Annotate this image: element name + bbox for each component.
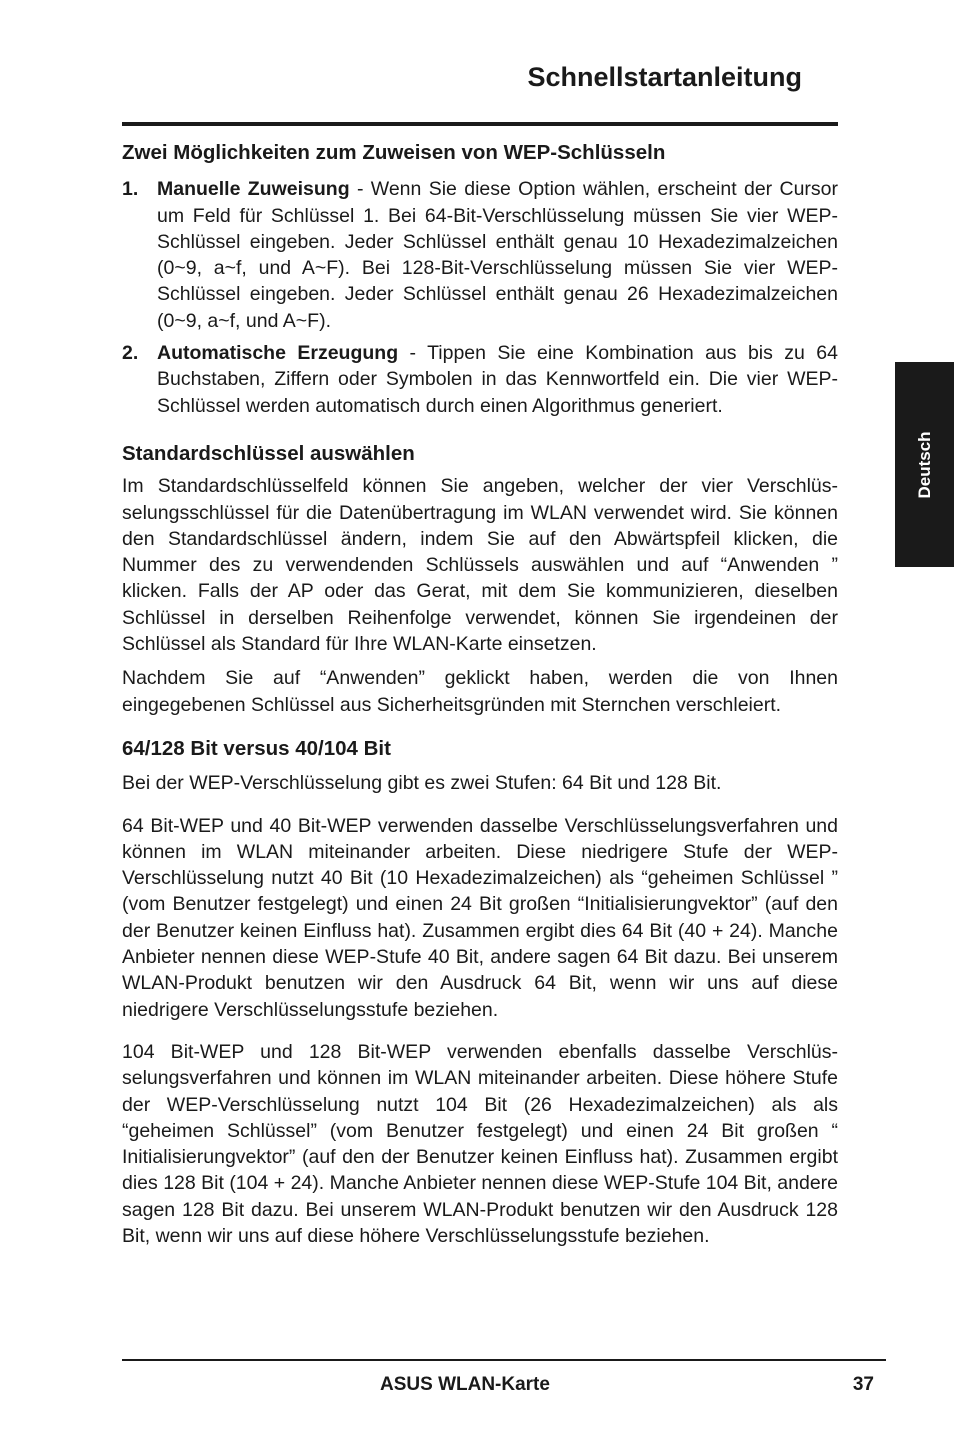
- list-item-text: - Tippen Sie eine Kombination aus bis zu 64 Buchstaben, Ziffern oder Symbolen in das Kennwortfeld ein. Die vier WEP-Schlüssel werden automatisch durch einen Algorithmus generiert.: [157, 342, 839, 417]
- section-bit-comparison: [122, 736, 838, 1249]
- list-item-number: 1.: [122, 178, 139, 201]
- header-rule: [122, 122, 838, 126]
- list-item-term: Automatische Erzeugung: [157, 342, 399, 365]
- page-header-title: Schnellstartanleitung: [527, 62, 802, 92]
- paragraph: Nachdem Sie auf “Anwenden” geklickt haben, werden die von Ihnen eingegebenen Schlüssel aus Sicherheitsgründen mit Sternchen verschleiert.: [122, 667, 838, 716]
- page-number: 37: [852, 1374, 874, 1395]
- list-item: [122, 340, 838, 419]
- list-item-number: 2.: [122, 342, 139, 365]
- paragraph: 104 Bit-WEP und 128 Bit-WEP verwenden ebenfalls dasselbe Verschlüs-selungsverfahren und können im WLAN miteinander arbeiten. Diese höhere Stufe der WEP-Verschlüsselung nutzt 104 Bit (26 Hexadezimalzeichen) als als “geheimen Schlüssel” (vom Benutzer festgelegt) und einen 24 Bit großen “ Initialisierungvektor” (auf den der Benutzer keinen Einfluss hat). Zusammen ergibt dies 128 Bit (104 + 24). Manche Anbieter nennen diese WEP-Stufe 104 Bit, andere sagen 128 Bit dazu. Bei unserem WLAN-Produkt benutzen wir den Ausdruck 128 Bit, wenn wir uns auf diese höhere Verschlüsselungsstufe beziehen.: [122, 1040, 838, 1247]
- section-heading-bit-comparison: 64/128 Bit versus 40/104 Bit: [122, 736, 391, 760]
- language-tab: [895, 362, 954, 567]
- list-item-term: Manuelle Zuweisung: [157, 178, 350, 201]
- language-tab-label: Deutsch: [914, 430, 934, 499]
- wep-key-methods-list: [122, 176, 838, 419]
- paragraph: 64 Bit-WEP und 40 Bit-WEP verwenden dasselbe Verschlüsselungsverfahren und können im WLAN miteinander arbeiten. Diese niedrigere Stufe der WEP-Verschlüsselung nutzt 40 Bit (10 Hexadezimalzeichen) als “geheimen Schlüssel ” (vom Benutzer festgelegt) und einen 24 Bit großen “Initialisierungvektor” (auf den der Benutzer keinen Einfluss hat). Zusammen ergibt dies 64 Bit (40 + 24). Manche Anbieter nennen diese WEP-Stufe 40 Bit, andere sagen 64 Bit dazu. Bei unserem WLAN-Produkt benutzen wir den Ausdruck 64 Bit, wenn wir uns auf diese niedrigere Verschlüsselungsstufe beziehen.: [122, 814, 838, 1021]
- section-heading-default-key: Standardschlüssel auswählen: [122, 441, 415, 465]
- footer-title: ASUS WLAN-Karte: [380, 1374, 550, 1395]
- paragraph: Im Standardschlüsselfeld können Sie angeben, welcher der vier Verschlüs-selungsschlüssel für die Datenübertragung im WLAN verwendet wird. Sie können den Standardschlüssel ändern, indem Sie auf den Abwärtspfeil klicken, die Nummer des zu verwendenden Schlüssels auswählen und auf “Anwenden ” klicken. Falls der AP oder das Gerat, mit dem Sie kommunizieren, dieselben Schlüssel in derselben Reihenfolge verwendet, können Sie irgendeinen der Schlüssel als Standard für Ihre WLAN-Karte einsetzen.: [122, 475, 838, 656]
- list-item: [122, 176, 838, 334]
- paragraph: Bei der WEP-Verschlüsselung gibt es zwei Stufen: 64 Bit und 128 Bit.: [122, 772, 722, 795]
- list-item-text: - Wenn Sie diese Option wählen, erscheint der Cursor um Feld für Schlüssel 1. Bei 64-Bit-Verschlüsselung müssen Sie vier WEP-Schlüssel eingeben. Jeder Schlüssel enthält genau 10 Hexadezimalzeichen (0~9, a~f, und A~F). Bei 128-Bit-Verschlüsselung müssen Sie vier WEP-Schlüssel eingeben. Jeder Schlüssel enthält genau 26 Hexadezimalzeichen (0~9, a~f, und A~F).: [157, 178, 839, 332]
- page-content: [122, 138, 838, 1249]
- footer-rule: [122, 1359, 886, 1361]
- section-heading-wep-keys: Zwei Möglichkeiten zum Zuweisen von WEP-Schlüsseln: [122, 141, 666, 164]
